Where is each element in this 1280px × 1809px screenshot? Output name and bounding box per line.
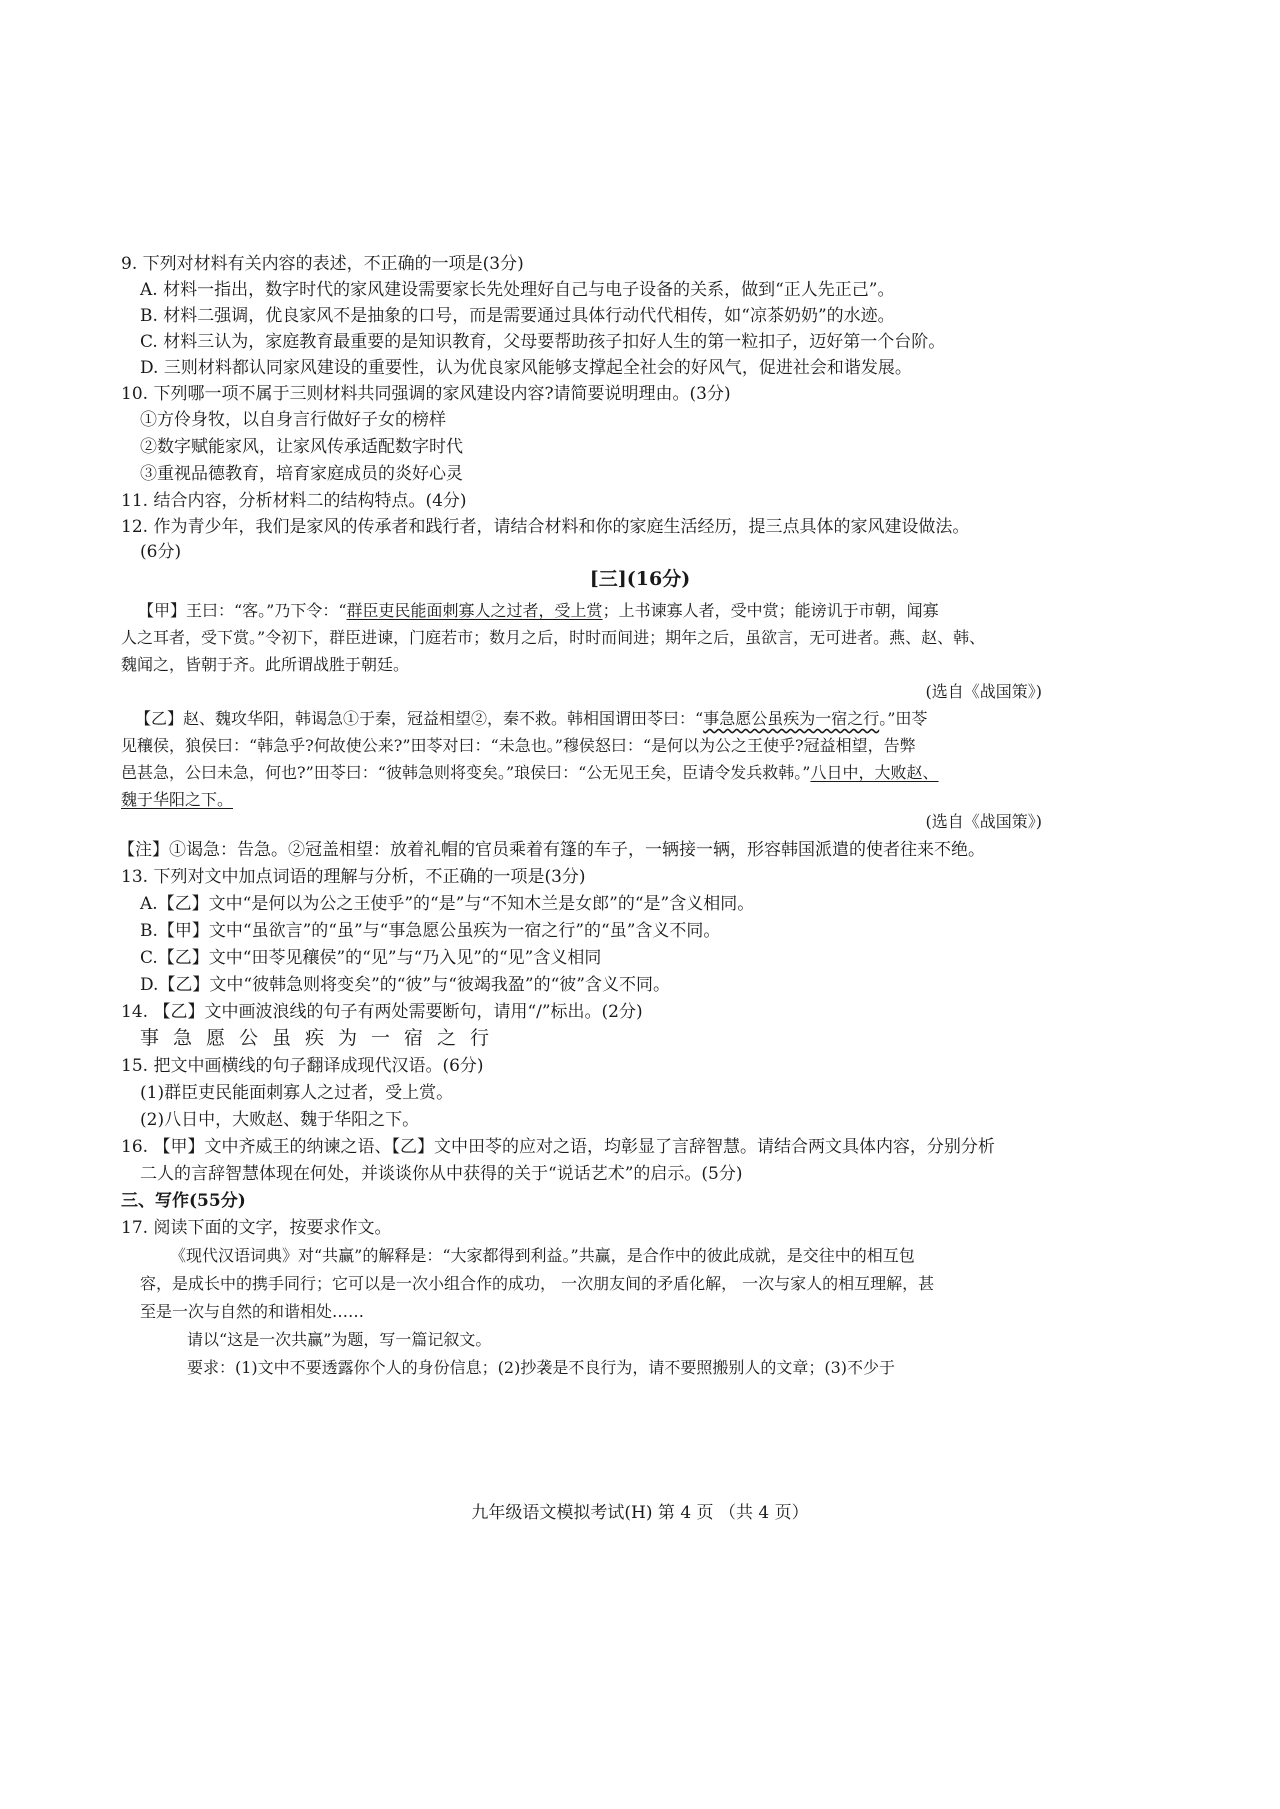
q15-item-2: (2)八日中，大败赵、魏于华阳之下。 [140, 1110, 420, 1130]
jia-line-2: 人之耳者，受下赏。”令初下，群臣进谏，门庭若市；数月之后，时时而间进；期年之后，虽欲言，无可进者。燕、赵、韩、 [121, 628, 986, 647]
q12-score: (6分) [140, 542, 182, 562]
yi-source: (选自《战国策》) [925, 812, 1042, 831]
q15-stem: 15. 把文中画横线的句子翻译成现代汉语。(6分) [121, 1056, 484, 1076]
yi-underlined-sentence-b: 魏于华阳之下。 [121, 790, 234, 809]
q13-option-a: A.【乙】文中“是何以为公之王使乎”的“是”与“不知木兰是女郎”的“是”含义相同。 [140, 894, 755, 914]
q17-requirements: 要求：(1)文中不要透露你个人的身份信息；(2)抄袭是不良行为，请不要照搬别人的文章；(3)不少于 [187, 1358, 895, 1377]
q9-option-c: C. 材料三认为，家庭教育最重要的是知识教育，父母要帮助孩子扣好人生的第一粒扣子，迈好第一个台阶。 [140, 332, 946, 352]
yi-wavy-sentence: 事急愿公虽疾为一宿之行 [703, 709, 880, 728]
q13-stem: 13. 下列对文中加点词语的理解与分析，不正确的一项是(3分) [121, 867, 586, 887]
q17-paragraph-line-1: 《现代汉语词典》对“共赢”的解释是：“大家都得到利益。”共赢，是合作中的彼此成就，是交往中的相互包 [170, 1246, 915, 1265]
yi-underlined-sentence-a: 八日中，大败赵、 [810, 763, 939, 782]
q10-item-2: ②数字赋能家风，让家风传承适配数字时代 [140, 437, 463, 457]
yi-line-1: 【乙】赵、魏攻华阳，韩谒急①于秦，冠益相望②，秦不救。韩相国谓田苓曰：“事急愿公虽疾为一宿之行。”田苓 [135, 709, 928, 728]
q17-paragraph-line-2: 容，是成长中的携手同行；它可以是一次小组合作的成功， 一次朋友间的矛盾化解， 一次与家人的相互理解，甚 [140, 1274, 935, 1293]
page-footer: 九年级语文模拟考试(H) 第 4 页 （共 4 页） [471, 1503, 809, 1523]
yi-line-3: 邑甚急，公曰未急，何也?”田苓曰：“彼韩急则将变矣。”琅侯曰：“公无见王矣，臣请令发兵救韩。”八日中，大败赵、 [121, 763, 939, 782]
part3-title: [三](16分) [589, 568, 691, 590]
yi-line-4 [121, 789, 233, 811]
q12-stem: 12. 作为青少年，我们是家风的传承者和践行者，请结合材料和你的家庭生活经历，提三点具体的家风建设做法。 [121, 517, 970, 537]
jia-source: (选自《战国策》) [925, 682, 1042, 701]
yi-line-2: 见穰侯，狼侯曰：“韩急乎?何故使公来?”田苓对曰：“未急也。”穆侯怒曰：“是何以为公之王使乎?冠益相望，告弊 [121, 736, 916, 755]
q16-line-1: 16. 【甲】文中齐威王的纳谏之语、【乙】文中田苓的应对之语，均彰显了言辞智慧。请结合两文具体内容，分别分析 [121, 1137, 995, 1157]
q14-sentence: 事急愿公虽疾为一宿之行 [140, 1027, 504, 1049]
q10-item-3: ③重视品德教育，培育家庭成员的炎好心灵 [140, 464, 463, 484]
q17-stem: 17. 阅读下面的文字，按要求作文。 [121, 1218, 392, 1238]
jia-line-3: 魏闻之，皆朝于齐。此所谓战胜于朝廷。 [121, 655, 410, 674]
q16-line-2: 二人的言辞智慧体现在何处，并谈谈你从中获得的关于“说话艺术”的启示。(5分) [140, 1164, 743, 1184]
q9-option-b: B. 材料二强调，优良家风不是抽象的口号，而是需要通过具体行动代代相传，如“凉茶奶奶”的水迹。 [140, 306, 895, 326]
annotation-note: 【注】①谒急：告急。②冠盖相望：放着礼帽的官员乘着有篷的车子，一辆接一辆，形容韩国派遣的使者往来不绝。 [118, 840, 985, 860]
q10-item-1: ①方伶身牧，以自身言行做好子女的榜样 [140, 410, 446, 430]
q9-option-d: D. 三则材料都认同家风建设的重要性，认为优良家风能够支撑起全社会的好风气，促进社会和谐发展。 [140, 358, 912, 378]
jia-underlined-sentence: 群臣吏民能面刺寡人之过者，受上赏 [346, 601, 603, 620]
q10-stem: 10. 下列哪一项不属于三则材料共同强调的家风建设内容?请简要说明理由。(3分) [121, 384, 731, 404]
question-11: 11. 结合内容，分析材料二的结构特点。(4分) [121, 491, 467, 511]
q17-paragraph-line-3: 至是一次与自然的和谐相处…… [140, 1302, 365, 1321]
q9-option-a: A. 材料一指出，数字时代的家风建设需要家长先处理好自己与电子设备的关系，做到“正人先正己”。 [140, 280, 895, 300]
q13-option-b: B.【甲】文中“虽欲言”的“虽”与“事急愿公虽疾为一宿之行”的“虽”含义不同。 [140, 921, 721, 941]
q13-option-d: D.【乙】文中“彼韩急则将变矣”的“彼”与“彼竭我盈”的“彼”含义不同。 [140, 975, 670, 995]
q14-stem: 14. 【乙】文中画波浪线的句子有两处需要断句，请用“/”标出。(2分) [121, 1002, 643, 1022]
q9-stem: 9. 下列对材料有关内容的表述，不正确的一项是(3分) [121, 254, 524, 274]
writing-section-title: 三、写作(55分) [121, 1191, 246, 1211]
jia-line-1: 【甲】王曰：“客。”乃下令：“群臣吏民能面刺寡人之过者，受上赏；上书谏寡人者，受中赏；能谤讥于市朝，闻寡 [138, 601, 939, 620]
q13-option-c: C.【乙】文中“田苓见穰侯”的“见”与“乃入见”的“见”含义相同 [140, 948, 602, 968]
q17-prompt: 请以“这是一次共赢”为题，写一篇记叙文。 [187, 1330, 492, 1349]
q15-item-1: (1)群臣吏民能面刺寡人之过者，受上赏。 [140, 1083, 454, 1103]
